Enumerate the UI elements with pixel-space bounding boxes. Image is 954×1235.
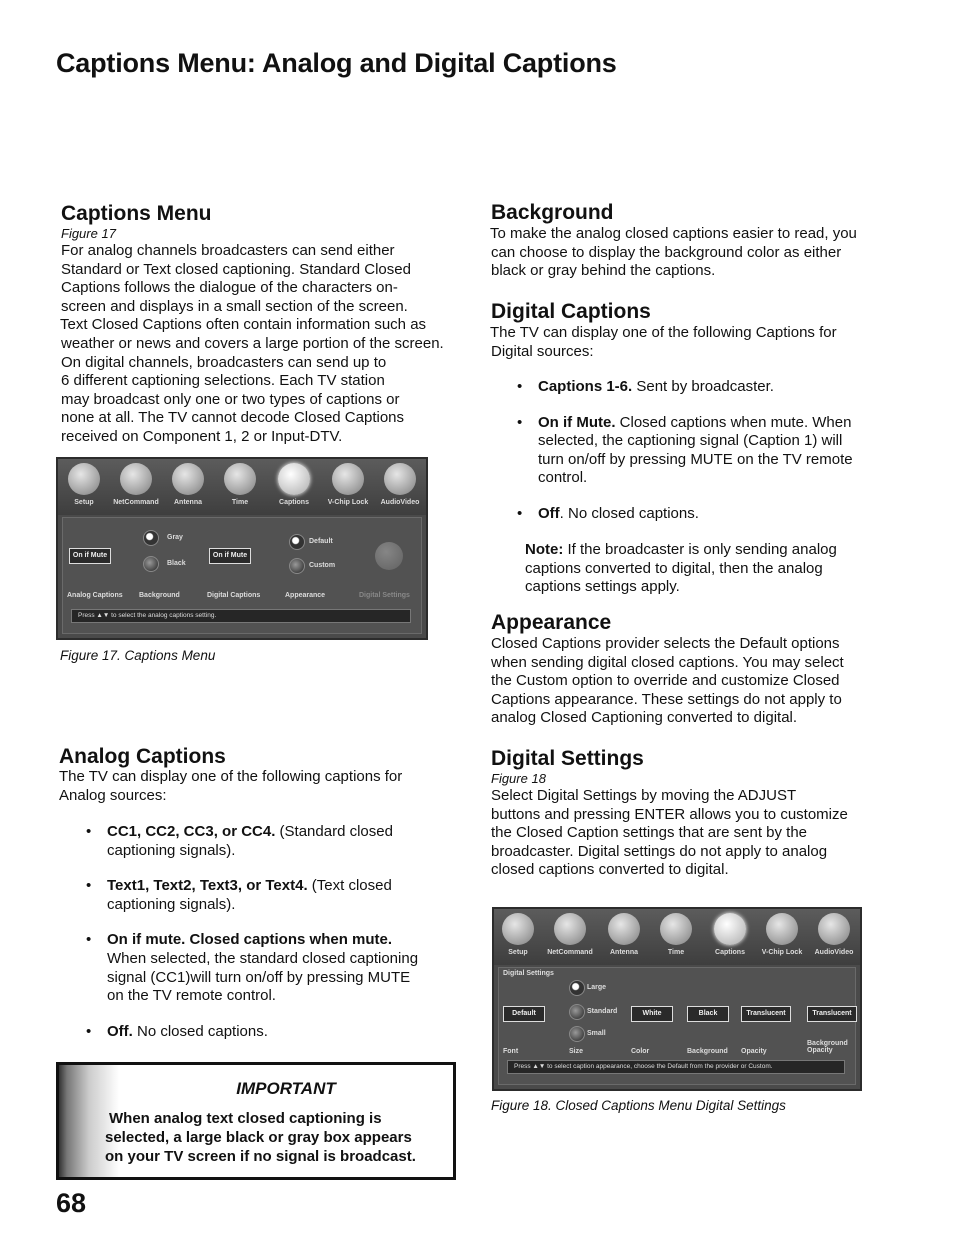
figure-ref: Figure 18 xyxy=(491,771,546,786)
default-label: Default xyxy=(309,538,333,545)
appearance-line: when sending digital closed captions. You may select xyxy=(491,653,844,671)
bullet-text: signal (CC1)will turn on/off by pressing MUTE xyxy=(107,968,411,986)
background-heading: Background xyxy=(491,201,614,224)
digital-settings-heading: Digital Settings xyxy=(491,747,644,770)
menu-icon-label: AudioVideo xyxy=(380,499,420,506)
panel-label: Size xyxy=(569,1048,584,1055)
digital-captions-list xyxy=(538,378,888,524)
setup-icon xyxy=(68,463,100,495)
custom-radio xyxy=(289,558,305,574)
panel-label: Background Opacity xyxy=(807,1040,848,1054)
bullet-bold: On if mute. Closed captions when mute. xyxy=(107,931,393,949)
panel-label: Color xyxy=(631,1048,650,1055)
panel-label: Background xyxy=(139,592,180,599)
menu-icon-label: NetCommand xyxy=(547,949,593,956)
captions-menu-line: screen and displays in a small section of the screen. xyxy=(61,297,408,315)
audiovideo-icon xyxy=(818,913,850,945)
large-radio xyxy=(569,980,585,996)
figure-17-caption: Figure 17. Captions Menu xyxy=(60,648,216,663)
figure-ref: Figure 17 xyxy=(61,226,116,241)
gray-radio xyxy=(143,530,159,546)
captions-icon xyxy=(278,463,310,495)
list-item xyxy=(107,877,457,914)
setup-icon xyxy=(502,913,534,945)
netcommand-icon xyxy=(554,913,586,945)
note-line: captions settings apply. xyxy=(525,578,680,596)
captions-menu-line: Text Closed Captions often contain information such as xyxy=(60,316,427,334)
panel-label: Digital Settings xyxy=(359,592,410,599)
captions-menu-line: For analog channels broadcasters can send either xyxy=(61,242,395,259)
menu-icon-label: V-Chip Lock xyxy=(327,499,369,506)
captions-menu-line: Captions follows the dialogue of the characters on- xyxy=(61,279,398,297)
font-default-box: Default xyxy=(503,1006,545,1022)
appearance-line: Captions appearance. These settings do not apply to xyxy=(491,690,842,708)
panel-label: Appearance xyxy=(285,592,326,599)
analog-captions-box: On if Mute xyxy=(69,548,111,564)
small-label: Small xyxy=(587,1030,606,1037)
captions-menu-line: may broadcast only one or two types of captions or xyxy=(61,390,400,408)
time-icon xyxy=(224,463,256,495)
captions-menu-line: none at all. The TV cannot decode Closed Captions xyxy=(61,409,405,427)
bullet-text: Closed captions when mute. When xyxy=(615,413,852,431)
important-text xyxy=(105,1109,445,1166)
bullet-text: . No closed captions. xyxy=(559,504,699,522)
bullet-text: selected, the captioning signal (Caption 1) will xyxy=(538,432,843,450)
list-item xyxy=(107,1023,457,1042)
page-number: 68 xyxy=(56,1188,87,1218)
menu-icon-row xyxy=(494,909,860,965)
panel-label: Analog Captions xyxy=(67,592,123,599)
bullet-text: (Text closed xyxy=(307,877,392,895)
analog-captions-list xyxy=(107,823,457,1041)
background-line: To make the analog closed captions easier to read, you xyxy=(490,225,857,242)
vchip-lock-icon xyxy=(332,463,364,495)
menu-icon-row xyxy=(58,459,426,515)
large-label: Large xyxy=(587,984,607,991)
list-item xyxy=(538,505,888,524)
menu-icon-label: AudioVideo xyxy=(814,949,854,956)
list-item xyxy=(538,414,888,488)
analog-intro-line: Analog sources: xyxy=(59,786,167,804)
standard-label: Standard xyxy=(587,1008,618,1015)
captions-icon xyxy=(714,913,746,945)
custom-label: Custom xyxy=(309,562,336,569)
analog-intro-line: The TV can display one of the following captions for xyxy=(59,768,403,785)
bullet-text: Sent by broadcaster. xyxy=(632,378,774,395)
bullet-text: (Standard closed xyxy=(275,823,393,840)
gray-label: Gray xyxy=(167,534,183,541)
menu-icon-label: Time xyxy=(231,499,249,506)
vchip-lock-icon xyxy=(766,913,798,945)
important-line: on your TV screen if no signal is broadcast. xyxy=(105,1148,416,1165)
captions-menu-line: Standard or Text closed captioning. Standard Closed xyxy=(61,260,411,278)
captions-menu-section xyxy=(61,202,471,447)
bullet-text: captioning signals). xyxy=(107,895,236,913)
background-line: black or gray behind the captions. xyxy=(491,262,716,280)
panel-label: Digital Captions xyxy=(207,592,261,599)
appearance-section xyxy=(491,611,911,728)
menu-icon-label: Setup xyxy=(74,499,94,506)
panel-label: Background xyxy=(687,1048,728,1055)
standard-radio xyxy=(569,1004,585,1020)
digital-settings-line: Select Digital Settings by moving the ADJUST xyxy=(491,787,797,804)
analog-captions-section xyxy=(59,745,459,805)
appearance-line: analog Closed Captioning converted to digital. xyxy=(491,709,798,727)
color-box: White xyxy=(631,1006,673,1022)
important-notice-box xyxy=(56,1062,456,1180)
appearance-line: the Custom option to override and customize Closed xyxy=(491,672,840,690)
bullet-text: control. xyxy=(538,469,588,487)
netcommand-icon xyxy=(120,463,152,495)
note-bold: Note: xyxy=(525,541,564,558)
digital-settings-line: broadcaster. Digital settings do not apply to analog xyxy=(491,842,828,860)
background-opacity-box: Translucent xyxy=(807,1006,857,1022)
captions-menu-line: received on Component 1, 2 or Input-DTV. xyxy=(61,427,343,445)
bullet-bold: CC1, CC2, CC3, or CC4. xyxy=(107,823,276,840)
menu-icon-label: Setup xyxy=(508,949,528,956)
captions-menu-line: 6 different captioning selections. Each TV station xyxy=(61,372,385,390)
bullet-text: captioning signals). xyxy=(107,841,236,859)
menu-icon-label: Time xyxy=(667,949,685,956)
status-bar: Press ▲▼ to select caption appearance, choose the Default from the provider or Custom. xyxy=(507,1060,845,1074)
panel-label: Opacity xyxy=(741,1048,767,1055)
time-icon xyxy=(660,913,692,945)
black-radio xyxy=(143,556,159,572)
note-text: If the broadcaster is only sending analog xyxy=(563,541,837,558)
digital-captions-box: On if Mute xyxy=(209,548,251,564)
appearance-line: Closed Captions provider selects the Default options xyxy=(491,635,840,652)
panel-label: Font xyxy=(503,1048,519,1055)
list-item xyxy=(538,378,888,397)
digital-settings-section xyxy=(491,747,911,880)
important-title: IMPORTANT xyxy=(236,1079,336,1098)
bullet-bold: On if Mute. xyxy=(538,413,616,431)
bullet-text: on the TV remote control. xyxy=(107,987,276,1005)
captions-menu-line: weather or news and covers a large portion of the screen. xyxy=(61,334,444,352)
important-line: When analog text closed captioning is xyxy=(109,1110,382,1127)
antenna-icon xyxy=(172,463,204,495)
list-item xyxy=(107,823,457,860)
bullet-bold: Text1, Text2, Text3, or Text4. xyxy=(107,877,308,895)
note-line xyxy=(525,541,905,560)
digital-settings-line: the Closed Caption settings that are sent by the xyxy=(491,824,808,842)
figure-17-captions-menu-screenshot xyxy=(56,457,428,640)
menu-icon-label: Antenna xyxy=(610,949,638,956)
small-radio xyxy=(569,1026,585,1042)
bullet-bold: Off. xyxy=(107,1022,133,1040)
audiovideo-icon xyxy=(384,463,416,495)
note-line: captions converted to digital, then the analog xyxy=(525,559,823,577)
digital-settings-icon xyxy=(375,542,403,570)
menu-icon-label: NetCommand xyxy=(113,499,159,506)
captions-menu-heading: Captions Menu xyxy=(61,202,212,225)
bullet-text: No closed captions. xyxy=(132,1022,268,1040)
bullet-bold: Off xyxy=(538,504,560,522)
captions-menu-panel xyxy=(62,517,422,634)
page-title: Captions Menu: Analog and Digital Captions xyxy=(56,48,617,78)
menu-icon-label: Captions xyxy=(715,949,745,956)
analog-captions-heading: Analog Captions xyxy=(59,745,226,768)
menu-icon-label: Captions xyxy=(279,499,309,506)
default-radio xyxy=(289,534,305,550)
opacity-box: Translucent xyxy=(741,1006,791,1022)
list-item xyxy=(107,931,457,1005)
background-box: Black xyxy=(687,1006,729,1022)
digital-captions-section xyxy=(490,300,910,361)
background-section xyxy=(490,201,910,281)
digital-captions-note xyxy=(525,541,905,597)
digital-settings-line: buttons and pressing ENTER allows you to customize xyxy=(491,805,848,823)
menu-icon-label: V-Chip Lock xyxy=(761,949,803,956)
digital-settings-panel xyxy=(498,967,856,1085)
captions-menu-line: On digital channels, broadcasters can send up to xyxy=(61,353,387,371)
digital-captions-heading: Digital Captions xyxy=(491,300,651,323)
digital-settings-line: closed captions converted to digital. xyxy=(491,861,729,879)
appearance-heading: Appearance xyxy=(491,611,612,634)
background-line: can choose to display the background color as either xyxy=(491,243,842,261)
black-label: Black xyxy=(167,560,186,567)
digital-intro-line: The TV can display one of the following Captions for xyxy=(490,324,837,341)
important-line: selected, a large black or gray box appears xyxy=(105,1129,412,1146)
bullet-bold: Captions 1-6. xyxy=(538,378,633,395)
panel-title: Digital Settings xyxy=(503,970,554,977)
bullet-text: turn on/off by pressing MUTE on the TV remote xyxy=(538,450,853,468)
digital-intro-line: Digital sources: xyxy=(491,342,594,360)
antenna-icon xyxy=(608,913,640,945)
status-bar: Press ▲▼ to select the analog captions setting. xyxy=(71,609,411,623)
menu-icon-label: Antenna xyxy=(174,499,202,506)
bullet-text: When selected, the standard closed captioning xyxy=(107,949,419,967)
figure-18-digital-settings-screenshot xyxy=(492,907,862,1091)
figure-18-caption: Figure 18. Closed Captions Menu Digital Settings xyxy=(491,1098,786,1113)
